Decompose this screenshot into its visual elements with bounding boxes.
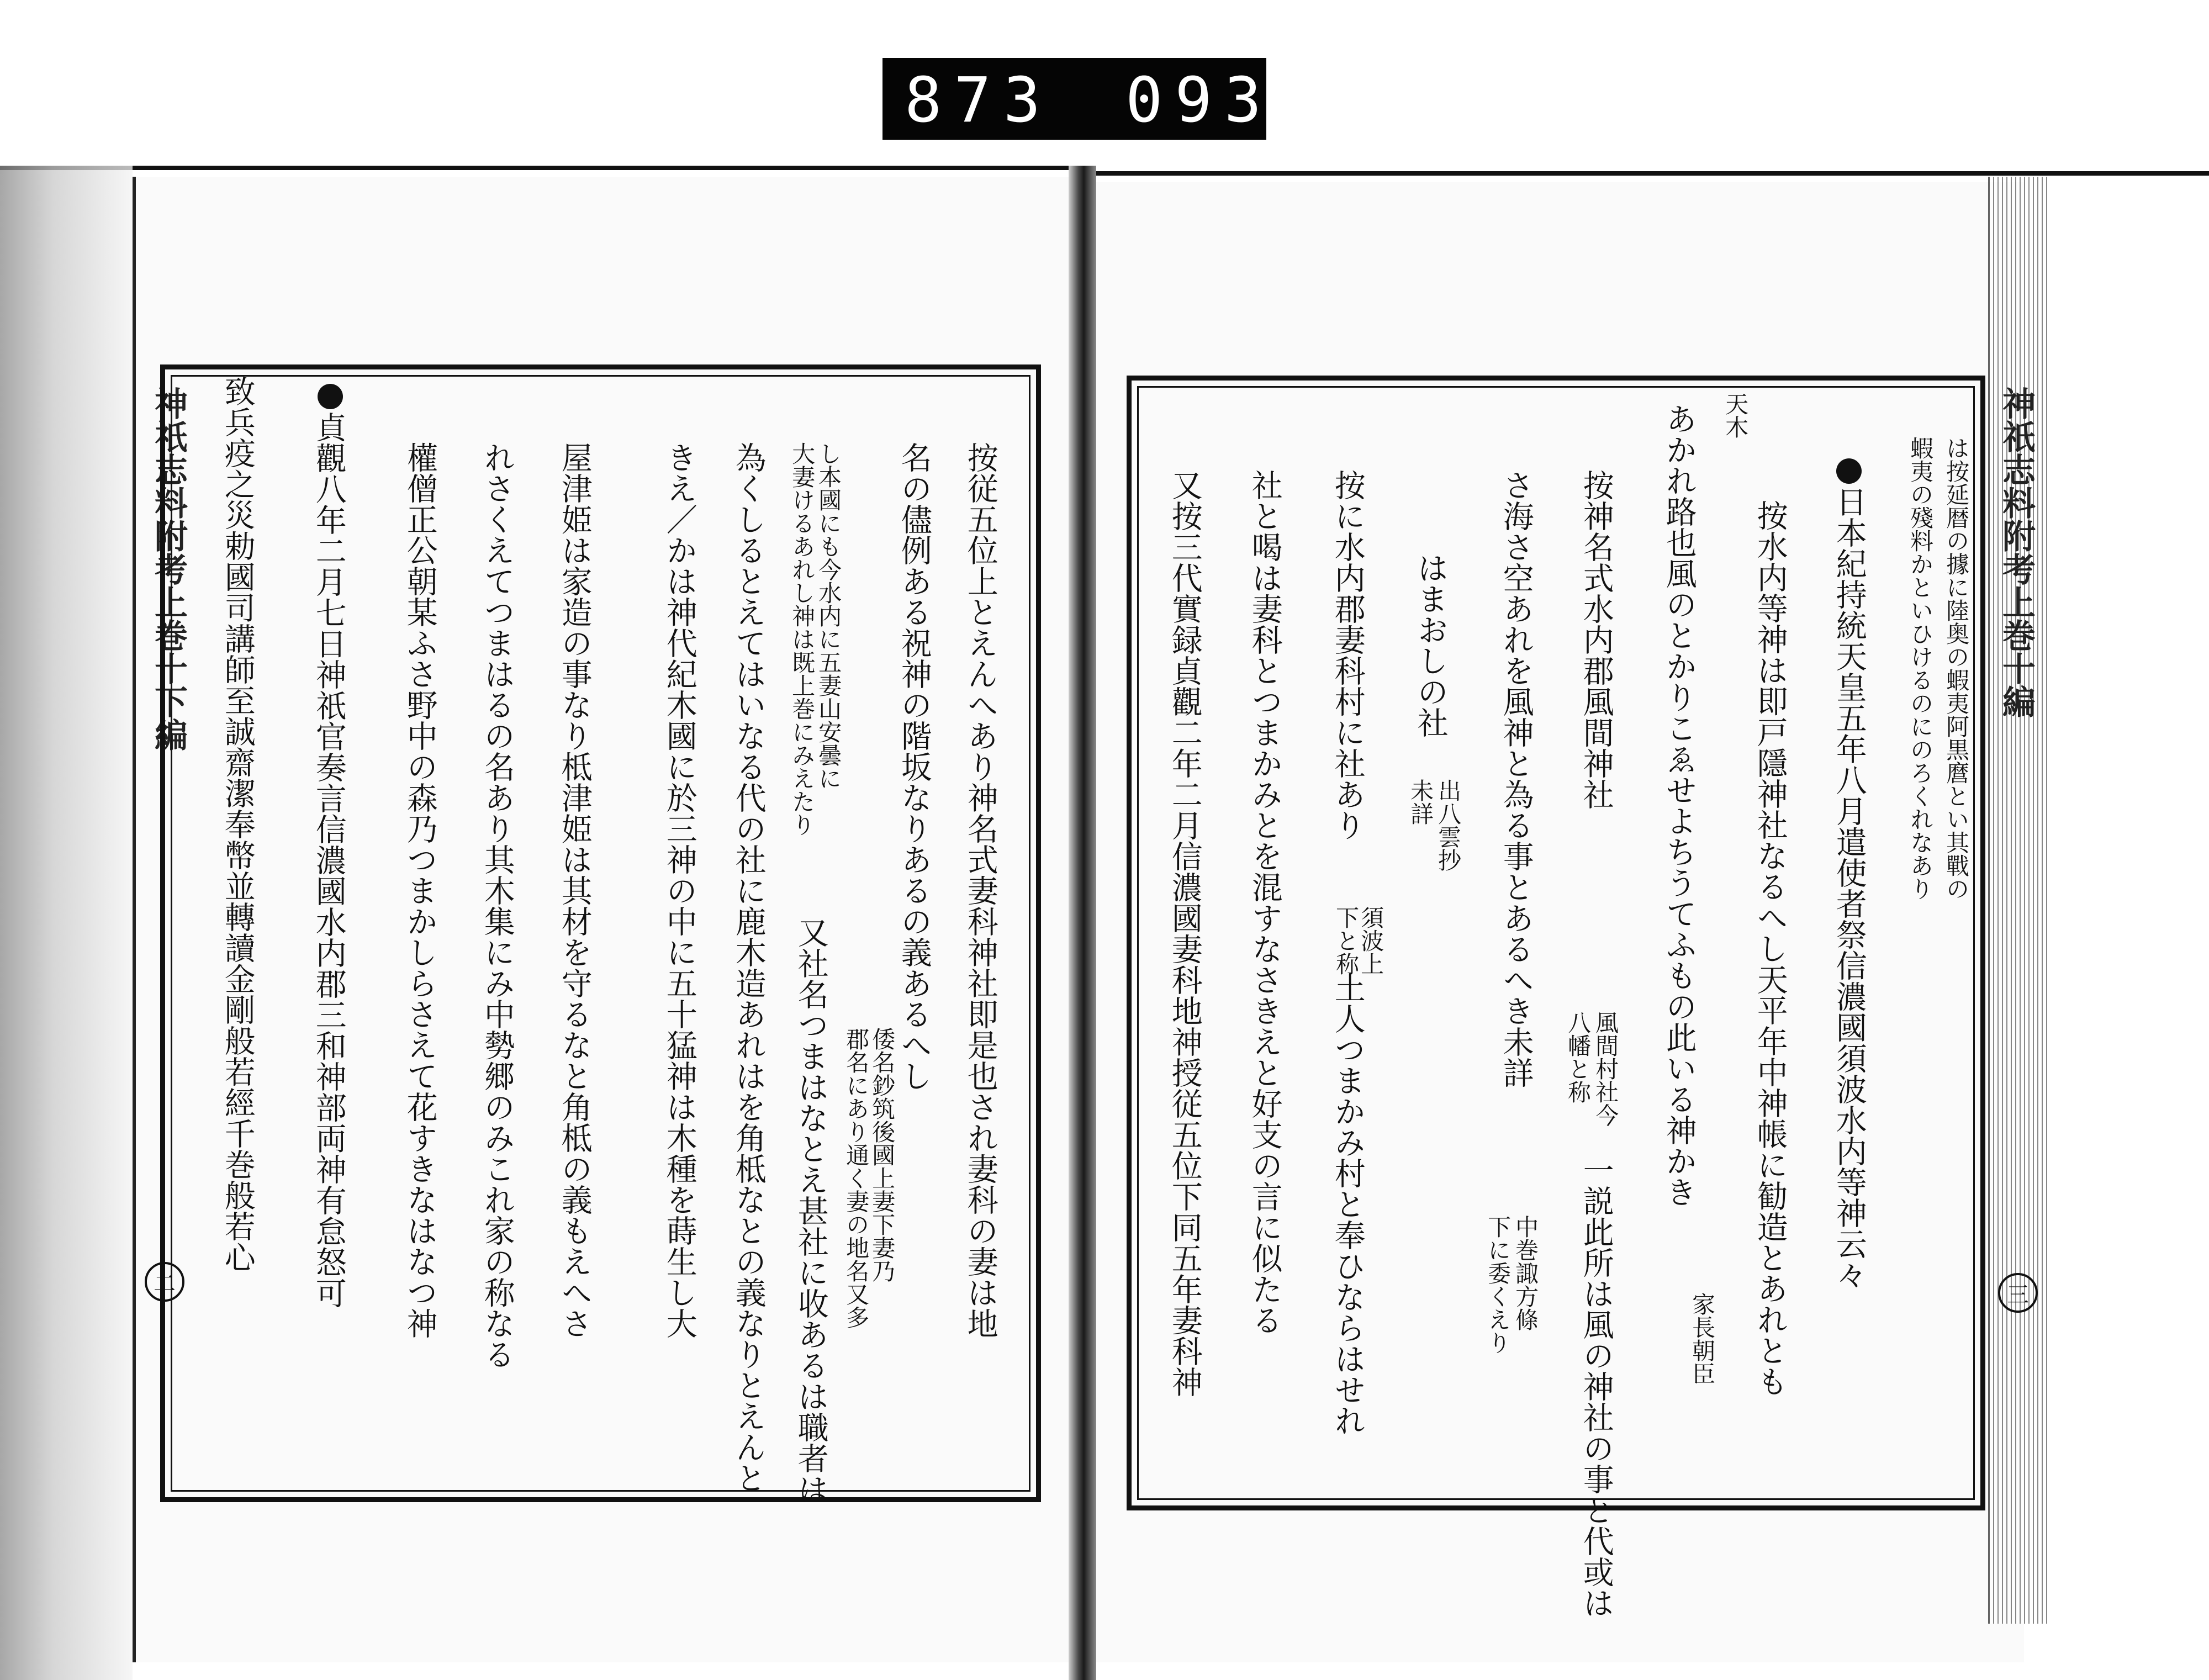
left-column-4b: 大妻けるあれし神は既上巻にみえたり: [789, 442, 816, 836]
right-column-11: さ海さ空あれを風神と為る事とあるへき未詳: [1498, 469, 1534, 1088]
left-column-12: 致兵疫之災勅國司講師至誠齋潔奉幣並轉讀金剛般若經千巻般若心: [219, 376, 256, 1272]
right-column-6: 天木: [1722, 392, 1750, 439]
right-column-4: 按水内等神は即戸隱神社なるへし天平年中神帳に勧造とあれとも: [1752, 500, 1788, 1397]
left-column-2: 名の儘例ある祝神の階坂なりあるの義あるへし: [896, 442, 932, 1091]
left-column-1: 按従五位上とえんへあり神名式妻科神社即是也され妻科の妻は地: [962, 442, 998, 1339]
right-column-8: 按神名式水内郡風間神社: [1578, 469, 1614, 810]
left-column-9: れさくえてつまはるの名あり其木集にみ中勢郷のみこれ家の称なる: [479, 442, 515, 1370]
right-column-12b: 下に委くえり: [1484, 1215, 1512, 1354]
right-column-14: 按に水内郡妻科村に社あり: [1329, 469, 1366, 841]
right-margin-title: 神祇志料附考上巻十編: [1997, 387, 2036, 718]
right-column-10: 一説此所は風の神社の事と代或は: [1578, 1154, 1614, 1618]
left-margin-title: 神祇志料附考上巻十下編: [149, 387, 188, 751]
top-edge-line: [0, 166, 1069, 170]
left-bullet-mark: [318, 384, 343, 409]
right-page-number-text: 三: [2007, 1282, 2029, 1308]
right-column-17: 又按三代實録貞觀二年二月信濃國妻科地神授従五位下同五年妻科神: [1166, 469, 1203, 1397]
right-column-15: 土人つまかみ村と奉ひならはせれ: [1329, 972, 1366, 1436]
right-column-9a: 風間村社今: [1592, 1011, 1620, 1127]
right-column-13-note2: 未詳: [1407, 779, 1435, 825]
left-edge-shadow: [0, 166, 133, 1680]
right-column-14-note: 須波上: [1357, 906, 1385, 975]
left-column-6: 為くしるとえてはいなる代の社に鹿木造あれはを角柢なとの義なりとえんと: [730, 442, 767, 1493]
right-column-1: は按延暦の據に陸奥の蝦夷阿黒麿とい其戰の: [1943, 436, 1970, 900]
left-column-11: 貞觀八年二月七日神祇官奏言信濃國水内郡三和神部両神有怠怒可: [310, 411, 347, 1308]
left-column-3b: 郡名にあり通く妻の地名又多: [843, 1027, 870, 1329]
right-column-16: 社と喝は妻科とつまかみとを混すなさきえと好支の言に似たる: [1246, 469, 1283, 1335]
left-column-5: 又社名つまはなとえ甚社に收あるは職者は: [792, 917, 829, 1504]
left-column-10: 權僧正公朝某ふさ野中の森乃つまかしらさえて花すきなはなつ神: [401, 442, 438, 1339]
right-column-12a: 中巻諏方條: [1512, 1215, 1540, 1331]
right-column-9b: 八幡と称: [1565, 1011, 1592, 1103]
left-column-4a: し本國にも今水内に五妻山安曇に: [815, 442, 843, 790]
right-column-7: あかれ路也風のとかりこゑせよちうてふもの此いる神かき: [1661, 403, 1697, 1207]
reel-number: 873: [905, 65, 1053, 136]
right-column-5: 家長朝臣: [1689, 1292, 1716, 1385]
left-column-8: 屋津姫は家造の事なり柢津姫は其材を守るなと角柢の義もえへさ: [556, 442, 593, 1339]
top-edge-line-right: [1096, 171, 2209, 176]
right-column-2: 蝦夷の殘料かといひけるのにのろくれなあり: [1907, 436, 1935, 900]
right-page-number: [1998, 1273, 2038, 1313]
right-column-13-note: 出八雲抄: [1435, 779, 1462, 871]
left-column-7: きえ／かは神代紀木國に於三神の中に五十猛神は木種を蒔生し大: [661, 442, 697, 1339]
left-page-number-text: 二: [154, 1271, 176, 1297]
right-column-13: はまおしの社: [1412, 552, 1449, 738]
right-bullet-mark: [1836, 458, 1862, 484]
archive-label: [882, 58, 1274, 140]
right-column-14-note2: 下と称: [1333, 906, 1360, 975]
book-spine: [1069, 166, 1096, 1680]
right-column-3: 日本紀持統天皇五年八月遣使者祭信濃國須波水内等神云々: [1831, 486, 1867, 1290]
frame-number: 093: [1125, 65, 1274, 136]
left-column-3a: 倭名鈔筑後國上妻下妻乃: [869, 1027, 896, 1282]
